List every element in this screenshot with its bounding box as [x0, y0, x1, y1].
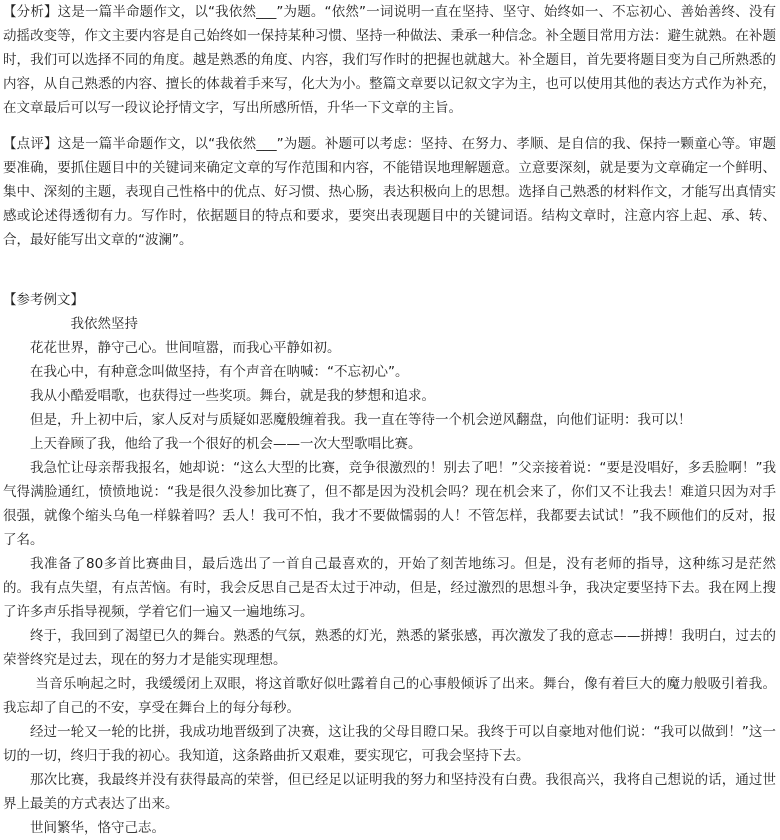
- essay-paragraph: 经过一轮又一轮的比拼，我成功地晋级到了决赛，这让我的父母目瞪口呆。我终于可以自豪地对他们说：“我可以做到！”这一切的一切，终归于我的初心。我知道，这条路曲折又艰难，要实现它，可我会坚持下去。: [3, 724, 776, 764]
- essay-paragraph: 我急忙让母亲帮我报名，她却说：“这么大型的比赛，竞争很激烈的！别去了吧！”父亲接着说：“要是没唱好，多丢脸啊！”我气得满脸通红，愤愤地说：“我是很久没参加比赛了，但不都是因为没机会吗？现在机会来了，你们又不让我去！难道只因为对手很强，就像个缩头乌龟一样躲着吗？丢人！我可不怕，我才不要做懦弱的人！不管怎样，我都要去试试！”我不顾他们的反对，报了名。: [3, 460, 776, 548]
- essay-paragraph: 终于，我回到了渴望已久的舞台。熟悉的气氛，熟悉的灯光，熟悉的紧张感，再次激发了我的意志——拼搏！我明白，过去的荣誉终究是过去，现在的努力才是能实现理想。: [3, 628, 776, 668]
- essay-title: 我依然坚持: [70, 316, 138, 332]
- essay-paragraph: 那次比赛，我最终并没有获得最高的荣誉，但已经足以证明我的努力和坚持没有白费。我很高兴，我将自己想说的话，通过世界上最美的方式表达了出来。: [3, 772, 776, 812]
- comment-section: 【点评】这是一篇半命题作文，以“我依然___”为题。补题可以考虑：坚持、在努力、孝顺、是自信的我、保持一颗童心等。审题要准确，要抓住题目中的关键词来确定文章的写作范围和内容，不能错误地理解题意。立意要深刻，就是要为文章确定一个鲜明、集中、深刻的主题，表现自己性格中的优点、好习惯、热心肠，表达积极向上的思想。选择自己熟悉的材料作文，才能写出真情实感或论述得透彻有力。写作时，依据题目的特点和要求，要突出表现题目中的关键词语。结构文章时，注意内容上起、承、转、合，最好能写出文章的“波澜”。: [3, 136, 776, 248]
- analysis-section: 【分析】这是一篇半命题作文，以“我依然___”为题。“依然”一词说明一直在坚持、坚守、始终如一、不忘初心、善始善终、没有动摇改变等，作文主要内容是自己始终如一保持某种习惯、坚持一种做法、秉承一种信念。补全题目常用方法：避生就熟。在补题时，我们可以选择不同的角度。越是熟悉的角度、内容，我们写作时的把握也就越大。补全题目，首先要将题目变为自己所熟悉的内容，从自己熟悉的内容、擅长的体裁着手来写，化大为小。整篇文章要以记叙文字为主，也可以使用其他的表达方式作为补充，在文章最后可以写一段议论抒情文字，写出所感所悟，升华一下文章的主旨。: [3, 4, 776, 116]
- reference-essay-heading: 【参考例文】: [3, 292, 84, 308]
- essay-paragraph: 但是，升上初中后，家人反对与质疑如恶魔般缠着我。我一直在等待一个机会逆风翻盘，向他们证明：我可以！: [30, 412, 692, 428]
- essay-paragraph: 花花世界，静守己心。世间喧嚣，而我心平静如初。: [30, 340, 341, 356]
- essay-paragraph: 在我心中，有种意念叫做坚持，有个声音在呐喊：“不忘初心”。: [30, 364, 409, 380]
- essay-paragraph: 我从小酷爱唱歌，也获得过一些奖项。舞台，就是我的梦想和追求。: [30, 388, 435, 404]
- essay-paragraph: 我准备了80多首比赛曲目，最后选出了一首自己最喜欢的，开始了刻苦地练习。但是，没有老师的指导，这种练习是茫然的。我有点失望，有点苦恼。有时，我会反思自己是否太过于冲动，但是，经过激烈的思想斗争，我决定要坚持下去。我在网上搜了许多声乐指导视频，学着它们一遍又一遍地练习。: [3, 556, 776, 620]
- essay-paragraph: 世间繁华，恪守己志。: [30, 820, 165, 836]
- essay-paragraph: 上天眷顾了我，他给了我一个很好的机会——一次大型歌唱比赛。: [30, 436, 422, 452]
- essay-paragraph: 当音乐响起之时，我缓缓闭上双眼，将这首歌好似吐露着自己的心事般倾诉了出来。舞台，像有着巨大的魔力般吸引着我。我忘却了自己的不安，享受在舞台上的每分每秒。: [3, 676, 776, 716]
